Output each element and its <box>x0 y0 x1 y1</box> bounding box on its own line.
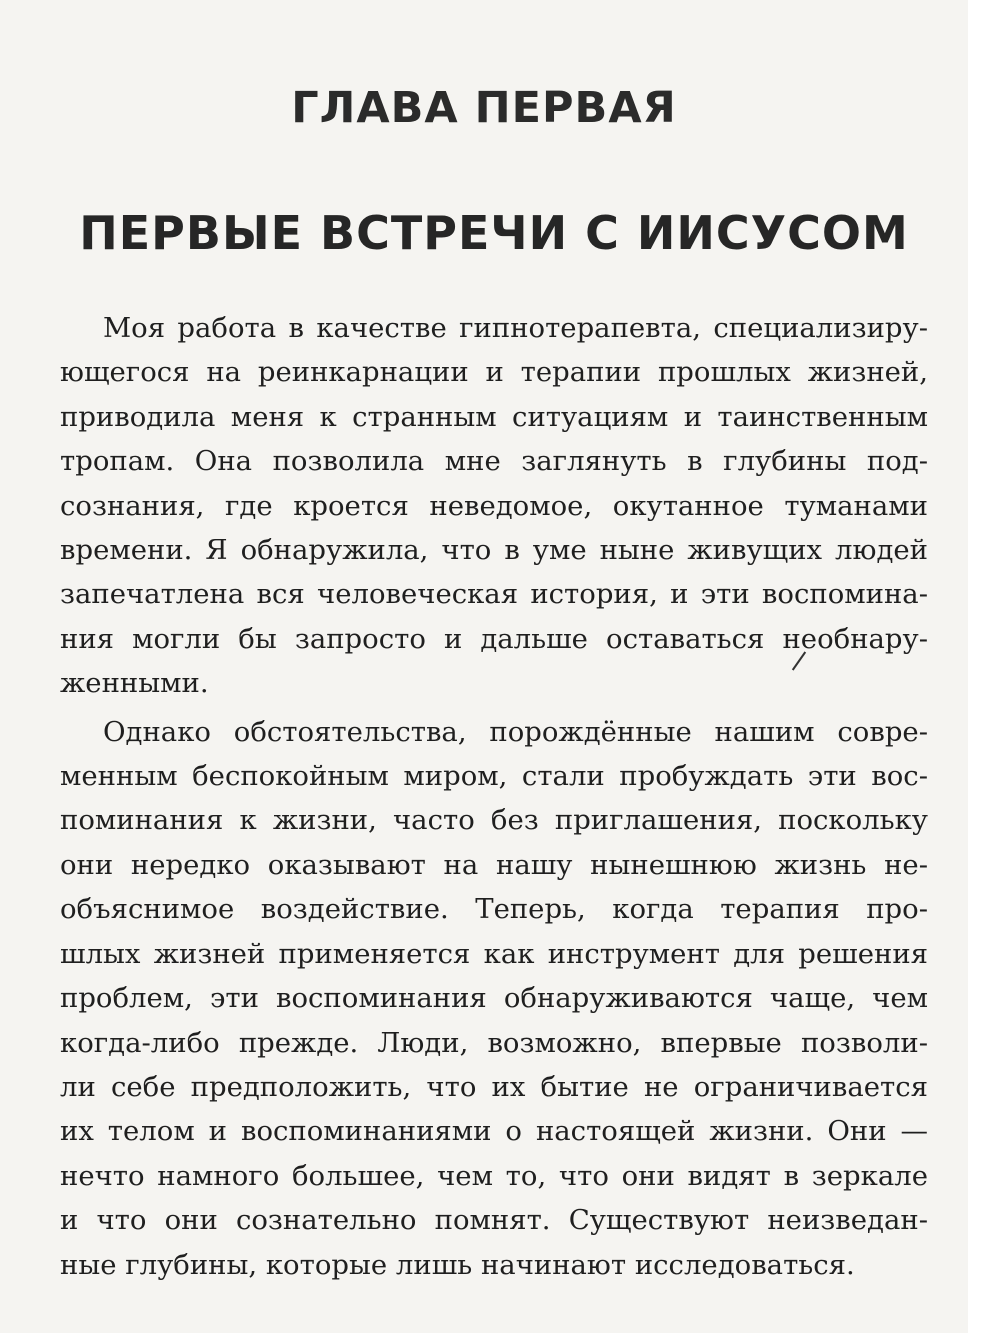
body-text <box>60 306 928 1291</box>
text-line: приводила меня к странным ситуациям и таинственным <box>60 400 928 433</box>
chapter-title: ПЕРВЫЕ ВСТРЕЧИ С ИИСУСОМ <box>79 206 909 260</box>
paragraph-2 <box>60 710 928 1287</box>
text-line: ные глубины, которые лишь начинают исследоваться. <box>60 1248 855 1281</box>
paragraph-1 <box>60 306 928 706</box>
text-line: ющегося на реинкарнации и терапии прошлых жизней, <box>60 356 928 389</box>
text-line: когда-либо прежде. Люди, возможно, впервые позволи- <box>60 1026 928 1059</box>
text-line: сознания, где кроется неведомое, окутанное туманами <box>60 489 928 522</box>
text-line: Однако обстоятельства, порождённые нашим совре- <box>103 715 928 748</box>
text-line: женными. <box>60 667 209 700</box>
text-line: объяснимое воздействие. Теперь, когда терапия про- <box>60 893 928 926</box>
page-margin <box>968 0 1000 1333</box>
text-line: они нередко оказывают на нашу нынешнюю жизнь не- <box>60 848 928 881</box>
chapter-label: ГЛАВА ПЕРВАЯ <box>291 83 677 133</box>
text-line: запечатлена вся человеческая история, и эти воспомина- <box>60 578 928 611</box>
text-line: ния могли бы запросто и дальше оставаться необнару- <box>60 622 928 655</box>
reverse-side-show-through <box>60 0 940 330</box>
text-line: тропам. Она позволила мне заглянуть в глубины под- <box>60 445 928 478</box>
text-line: и что они сознательно помнят. Существуют неизведан- <box>60 1204 928 1237</box>
text-line: менным беспокойным миром, стали пробуждать эти вос- <box>60 760 928 793</box>
text-line: нечто намного большее, чем то, что они видят в зеркале <box>60 1159 928 1192</box>
text-line: проблем, эти воспоминания обнаруживаются чаще, чем <box>60 982 928 1015</box>
text-line: шлых жизней применяется как инструмент для решения <box>60 937 928 970</box>
text-line: Моя работа в качестве гипнотерапевта, специализиру- <box>103 312 928 344</box>
text-line: поминания к жизни, часто без приглашения, поскольку <box>60 804 928 837</box>
text-line: их телом и воспоминаниями о настоящей жизни. Они — <box>60 1115 928 1148</box>
text-line: времени. Я обнаружила, что в уме ныне живущих людей <box>60 534 928 567</box>
text-line: ли себе предположить, что их бытие не ограничивается <box>60 1070 928 1103</box>
